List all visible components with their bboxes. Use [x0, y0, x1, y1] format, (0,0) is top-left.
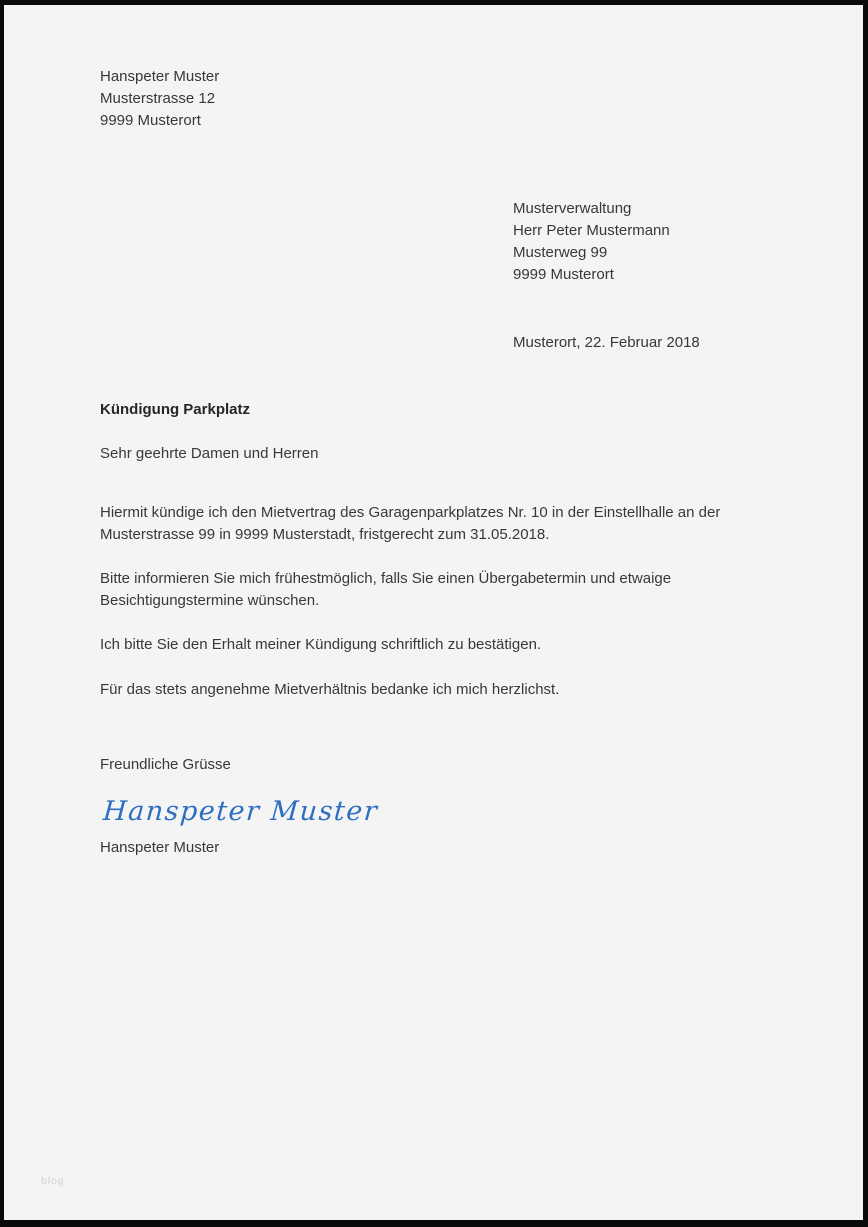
recipient-street: Musterweg 99 [513, 244, 608, 261]
place-and-date: Musterort, 22. Februar 2018 [513, 334, 700, 351]
sender-street: Musterstrasse 12 [100, 90, 216, 107]
closing-phrase: Freundliche Grüsse [100, 756, 231, 773]
sender-name: Hanspeter Muster [100, 68, 220, 85]
watermark-text: blog [41, 1176, 65, 1187]
body-paragraph: Hiermit kündige ich den Mietvertrag des Garagenparkplatzes Nr. 10 in der Einstellhalle an der Musterstrasse 99 in 9999 Musterstadt, fristgerecht zum 31.05.2018. [100, 504, 721, 543]
subject-line: Kündigung Parkplatz [100, 401, 250, 418]
recipient-city: 9999 Musterort [513, 266, 614, 283]
recipient-company: Musterverwaltung [513, 200, 632, 217]
body-paragraph: Ich bitte Sie den Erhalt meiner Kündigung schriftlich zu bestätigen. [100, 636, 542, 653]
sender-city: 9999 Musterort [100, 112, 201, 129]
handwritten-signature: Hanspeter Muster [102, 796, 380, 827]
body-paragraph: Bitte informieren Sie mich frühestmöglich, falls Sie einen Übergabetermin und etwaige Besichtigungstermine wünschen. [100, 570, 672, 609]
recipient-name: Herr Peter Mustermann [513, 222, 670, 239]
body-paragraph: Für das stets angenehme Mietverhältnis bedanke ich mich herzlichst. [100, 681, 560, 698]
recipient-address-block [513, 198, 670, 286]
signer-typed-name: Hanspeter Muster [100, 839, 220, 856]
salutation: Sehr geehrte Damen und Herren [100, 445, 319, 462]
sender-address-block [100, 66, 219, 132]
